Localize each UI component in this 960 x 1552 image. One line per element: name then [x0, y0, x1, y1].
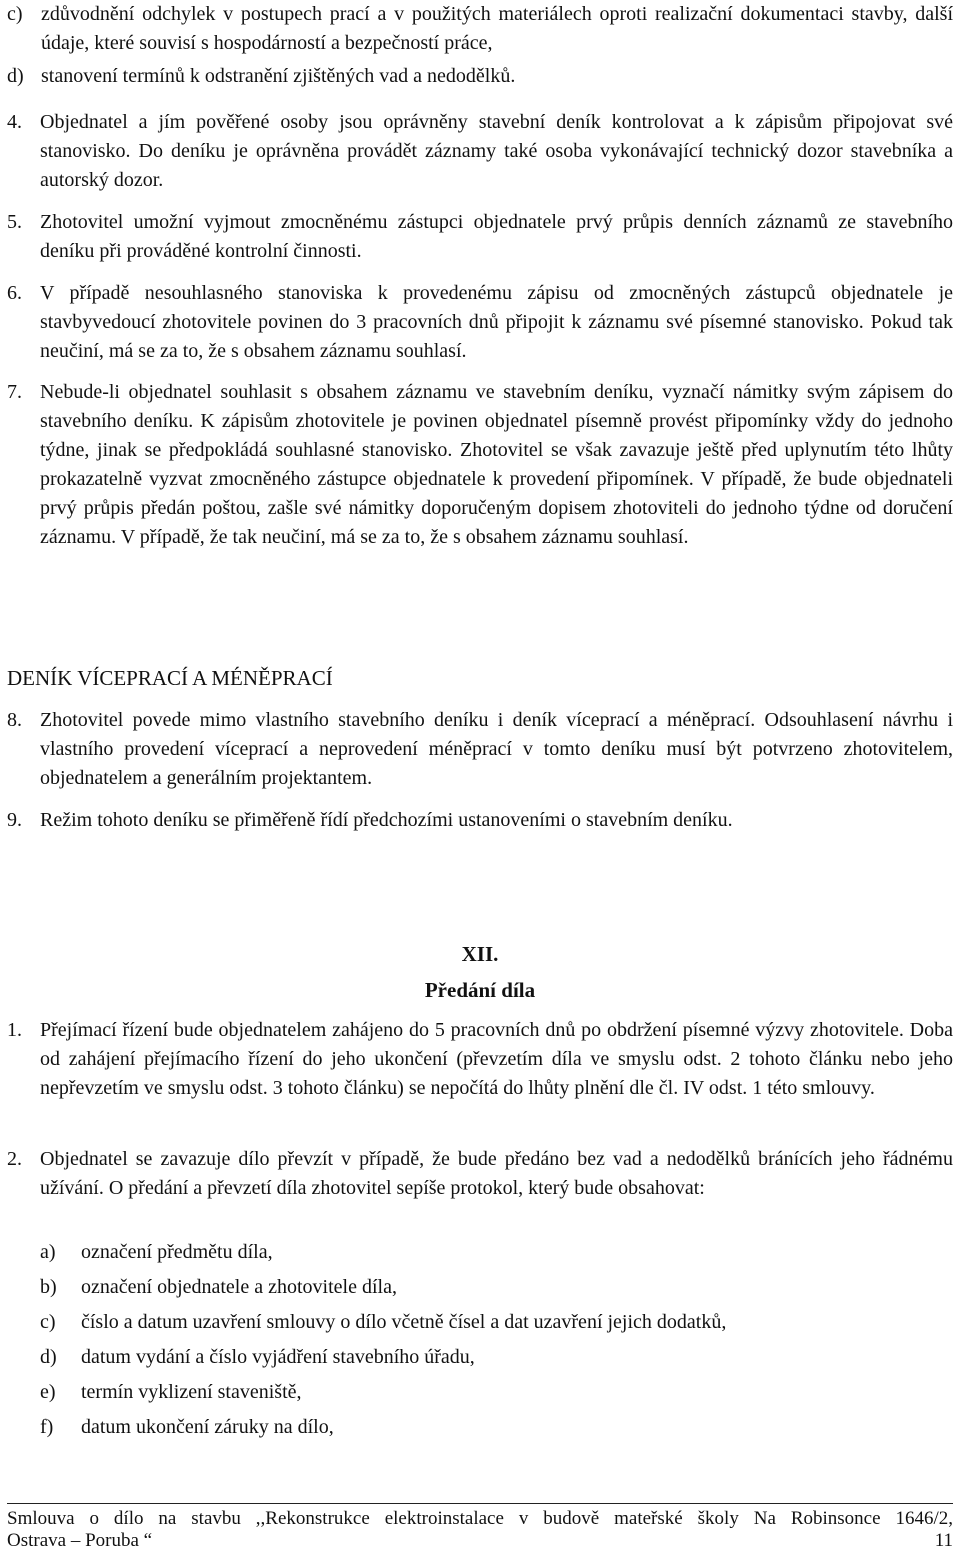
- item-number: 8.: [7, 709, 22, 731]
- item-text: termín vyklizení staveniště,: [81, 1381, 302, 1403]
- item-text: Zhotovitel umožní vyjmout zmocněnému zástupci objednatele prvý průpis denních záznamů ze stavebního deníku při prováděné kontrolní činnosti.: [40, 211, 953, 262]
- protocol-item-b: [40, 1273, 953, 1302]
- list-item-d: [7, 62, 953, 91]
- item-marker: d): [40, 1346, 57, 1368]
- numbered-item-9: [7, 806, 953, 835]
- item-text: zdůvodnění odchylek v postupech prací a v použitých materiálech oproti realizační dokumentaci stavby, další údaje, které souvisí s hospodárností a bezpečností práce,: [41, 3, 953, 54]
- item-number: 5.: [7, 211, 22, 233]
- item-marker: c): [40, 1311, 56, 1333]
- list-item-c: [7, 0, 953, 58]
- item-marker: b): [40, 1276, 57, 1298]
- protocol-item-d: [40, 1343, 953, 1372]
- item-text: Režim tohoto deníku se přiměřeně řídí předchozími ustanoveními o stavebním deníku.: [40, 809, 733, 831]
- item-text: Objednatel a jím pověřené osoby jsou oprávněny stavební deník kontrolovat a k zápisům připojovat své stanovisko. Do deníku je oprávněna provádět záznamy také osoba vykonávající technický dozor stavebníka a autorský dozor.: [40, 111, 953, 191]
- item-text: číslo a datum uzavření smlouvy o dílo včetně čísel a dat uzavření jejich dodatků,: [81, 1311, 727, 1333]
- section-heading: DENÍK VÍCEPRACÍ A MÉNĚPRACÍ: [7, 666, 333, 690]
- item-marker: d): [7, 65, 24, 87]
- item-marker: a): [40, 1241, 56, 1263]
- item-text: Zhotovitel povede mimo vlastního stavebního deníku i deník víceprací a méněprací. Odsouhlasení návrhu i vlastního provedení víceprací a neprovedení méněprací v tomto deníku musí být potvrzeno zhotovitelem, objednatelem a generálním projektantem.: [40, 709, 953, 789]
- numbered-item-7: [7, 378, 953, 552]
- item-text: Objednatel se zavazuje dílo převzít v případě, že bude předáno bez vad a nedodělků bránících jeho řádnému užívání. O předání a převzetí díla zhotovitel sepíše protokol, který bude obsahovat:: [40, 1148, 953, 1199]
- protocol-item-e: [40, 1378, 953, 1407]
- item-text: datum vydání a číslo vyjádření stavebního úřadu,: [81, 1346, 475, 1368]
- item-text: Nebude-li objednatel souhlasit s obsahem záznamu ve stavebním deníku, vyznačí námitky svým zápisem do stavebního deníku. K zápisům zhotovitele je povinen objednatel písemně provést připomínky vždy do jednoho týdne, jinak se předpokládá souhlasné stanovisko. Zhotovitel se však zavazuje ještě před uplynutím této lhůty prokazatelně vyzvat zmocněného zástupce objednatele k provedení připomínek. V případě, že bude objednateli prvý průpis předán poštou, zašle své námitky doporučeným dopisem zhotoviteli do jednoho týdne od doručení záznamu. V případě, že tak neučiní, má se za to, že s obsahem záznamu souhlasí.: [40, 381, 953, 548]
- footer-contract-title: Smlouva o dílo na stavbu ,,Rekonstrukce elektroinstalace v budově mateřské školy Na Robinsonce 1646/2,: [7, 1508, 953, 1529]
- protocol-item-a: [40, 1238, 953, 1267]
- article-number: XII.: [461, 942, 499, 966]
- item-number: 9.: [7, 809, 22, 831]
- item-text: stanovení termínů k odstranění zjištěných vad a nedodělků.: [41, 65, 516, 87]
- item-text: datum ukončení záruky na dílo,: [81, 1416, 334, 1438]
- item-number: 7.: [7, 381, 22, 403]
- item-marker: e): [40, 1381, 56, 1403]
- article-title: Předání díla: [424, 978, 536, 1002]
- item-text: V případě nesouhlasného stanoviska k provedenému zápisu od zmocněných zástupců objednatele je stavbyvedoucí zhotovitele povinen do 3 pracovních dnů připojit k záznamu své písemné stanovisko. Pokud tak neučiní, má se za to, že s obsahem záznamu souhlasí.: [40, 282, 953, 362]
- numbered-item-6: [7, 279, 953, 366]
- item-number: 4.: [7, 111, 22, 133]
- page-footer: [7, 1503, 953, 1552]
- item-text: označení objednatele a zhotovitele díla,: [81, 1276, 397, 1298]
- item-marker: c): [7, 3, 23, 25]
- item-marker: f): [40, 1416, 54, 1438]
- numbered-item-5: [7, 208, 953, 266]
- article-item-1: [7, 1016, 953, 1103]
- item-text: Přejímací řízení bude objednatelem zahájeno do 5 pracovních dnů po obdržení písemné výzvy zhotovitele. Doba od zahájení přejímacího řízení do jeho ukončení (převzetím díla ve smyslu odst. 2 tohoto článku nebo jeho nepřevzetím ve smyslu odst. 3 tohoto článku) se nepočítá do lhůty plnění dle čl. IV odst. 1 této smlouvy.: [40, 1019, 953, 1099]
- item-number: 6.: [7, 282, 22, 304]
- item-number: 2.: [7, 1148, 22, 1170]
- numbered-item-4: [7, 108, 953, 195]
- item-text: označení předmětu díla,: [81, 1241, 273, 1263]
- numbered-item-8: [7, 706, 953, 793]
- page-number: 11: [934, 1530, 953, 1551]
- footer-location: Ostrava – Poruba “: [7, 1530, 153, 1551]
- item-number: 1.: [7, 1019, 22, 1041]
- protocol-item-c: [40, 1308, 953, 1337]
- article-item-2: [7, 1145, 953, 1203]
- protocol-item-f: [40, 1413, 953, 1442]
